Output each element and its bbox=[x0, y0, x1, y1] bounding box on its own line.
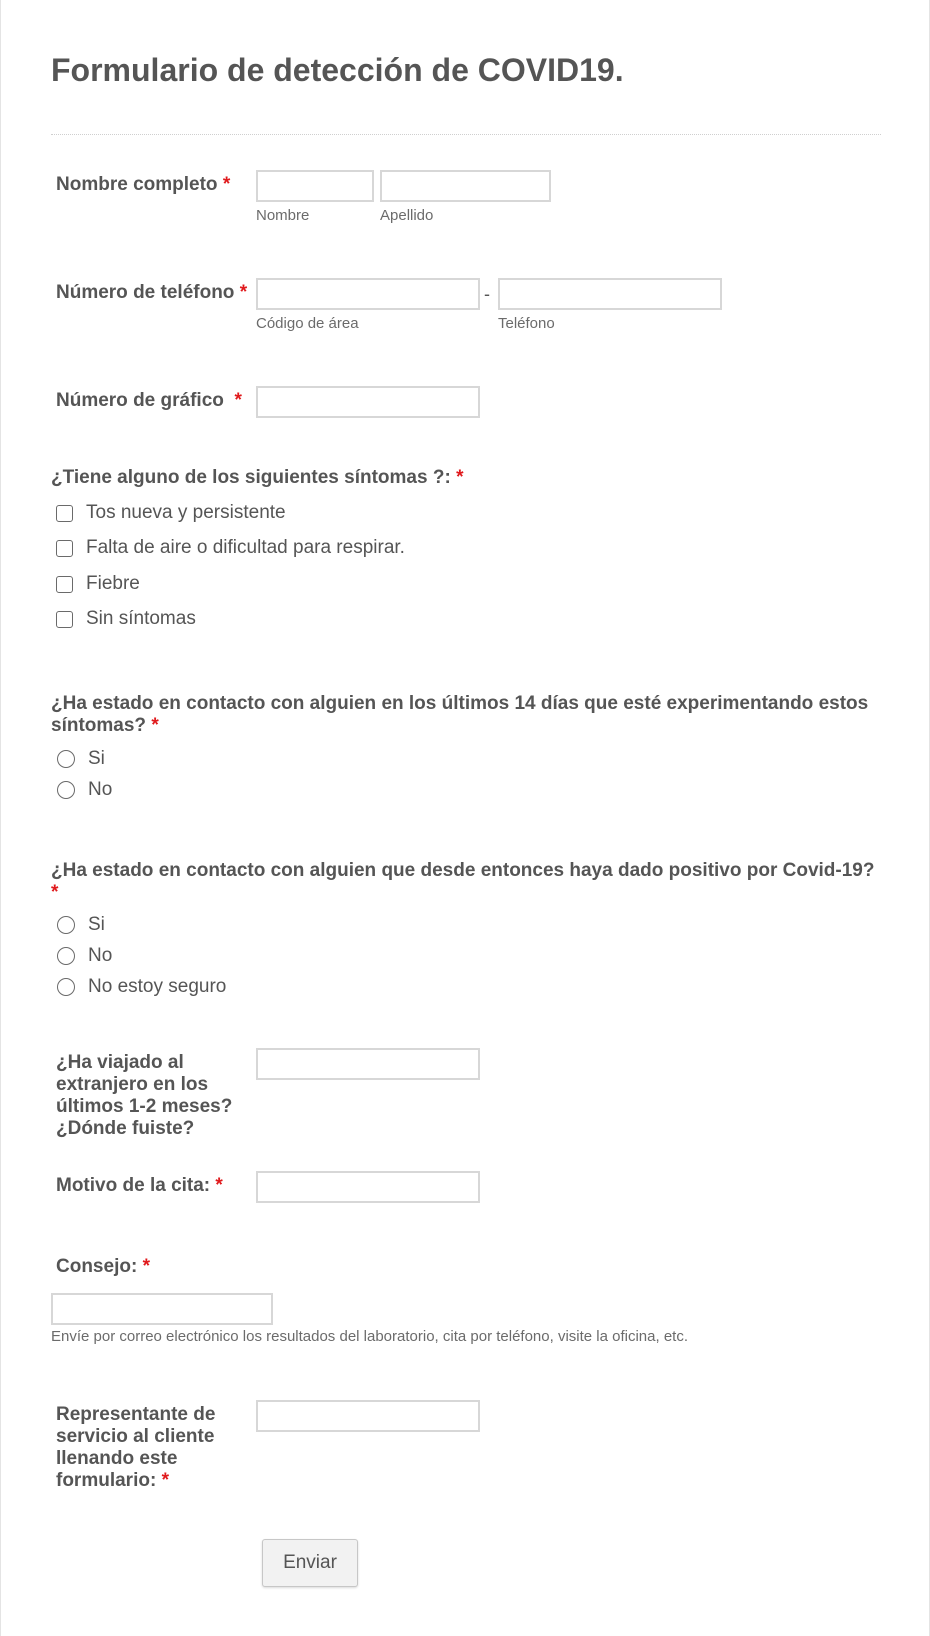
radio[interactable] bbox=[57, 916, 75, 934]
symptom-option[interactable] bbox=[56, 537, 405, 559]
contact-positive-option[interactable] bbox=[56, 914, 105, 936]
contact-positive-label-text: ¿Ha estado en contacto con alguien que desde entonces haya dado positivo por Covid-19? bbox=[51, 860, 875, 881]
radio[interactable] bbox=[57, 750, 75, 768]
full-name-label bbox=[56, 174, 230, 196]
travel-label bbox=[56, 1052, 241, 1140]
first-name-input[interactable] bbox=[256, 170, 374, 202]
checkbox[interactable] bbox=[56, 576, 73, 593]
contact-positive-option[interactable] bbox=[56, 976, 226, 998]
symptom-option[interactable] bbox=[56, 573, 140, 595]
area-code-sublabel: Código de área bbox=[256, 315, 359, 332]
symptoms-label bbox=[51, 467, 463, 489]
symptom-option-label: Sin síntomas bbox=[86, 608, 196, 629]
advice-hint: Envíe por correo electrónico los resultados del laboratorio, cita por teléfono, visite la oficina, etc. bbox=[51, 1328, 689, 1345]
required-marker: * bbox=[51, 882, 59, 903]
contact-positive-option-label: Si bbox=[88, 914, 105, 935]
required-marker: * bbox=[222, 174, 231, 195]
contact-positive-option-label: No estoy seguro bbox=[88, 976, 227, 997]
area-code-input[interactable] bbox=[256, 278, 480, 310]
advice-label bbox=[56, 1256, 150, 1278]
required-marker: * bbox=[234, 390, 242, 411]
submit-button[interactable]: Enviar bbox=[262, 1539, 358, 1587]
contact-symptoms-label bbox=[51, 693, 881, 737]
phone-label-text: Número de teléfono bbox=[56, 282, 235, 303]
symptom-option[interactable] bbox=[56, 608, 196, 630]
reason-input[interactable] bbox=[256, 1171, 480, 1203]
phone-number-sublabel: Teléfono bbox=[498, 315, 555, 332]
advice-label-text: Consejo: bbox=[56, 1256, 138, 1277]
reason-label-text: Motivo de la cita: bbox=[56, 1175, 211, 1196]
contact-symptoms-option[interactable] bbox=[56, 779, 112, 801]
required-marker: * bbox=[161, 1470, 169, 1491]
required-marker: * bbox=[239, 282, 248, 303]
reason-label bbox=[56, 1175, 223, 1197]
representative-label-text: Representante de servicio al cliente llenando este formulario: bbox=[56, 1404, 216, 1491]
representative-label bbox=[56, 1404, 241, 1492]
travel-input[interactable] bbox=[256, 1048, 480, 1080]
phone-label bbox=[56, 282, 247, 304]
required-marker: * bbox=[142, 1256, 150, 1277]
contact-symptoms-label-text: ¿Ha estado en contacto con alguien en los últimos 14 días que esté experimentando estos síntomas? bbox=[51, 693, 869, 736]
symptom-option-label: Falta de aire o dificultad para respirar. bbox=[86, 537, 405, 558]
representative-input[interactable] bbox=[256, 1400, 480, 1432]
chart-number-label bbox=[56, 390, 242, 412]
phone-separator: - bbox=[484, 284, 490, 304]
checkbox[interactable] bbox=[56, 505, 73, 522]
checkbox[interactable] bbox=[56, 611, 73, 628]
required-marker: * bbox=[215, 1175, 223, 1196]
phone-number-input[interactable] bbox=[498, 278, 722, 310]
contact-symptoms-option[interactable] bbox=[56, 748, 105, 770]
travel-label-text: ¿Ha viajado al extranjero en los últimos 1-2 meses? ¿Dónde fuiste? bbox=[56, 1052, 233, 1139]
full-name-label-text: Nombre completo bbox=[56, 174, 218, 195]
chart-number-input[interactable] bbox=[256, 386, 480, 418]
checkbox[interactable] bbox=[56, 540, 73, 557]
contact-positive-option[interactable] bbox=[56, 945, 112, 967]
contact-positive-label bbox=[51, 860, 881, 904]
contact-symptoms-option-label: No bbox=[88, 779, 113, 800]
symptom-option-label: Tos nueva y persistente bbox=[86, 502, 286, 523]
required-marker: * bbox=[456, 467, 464, 488]
symptom-option-label: Fiebre bbox=[86, 573, 140, 594]
last-name-input[interactable] bbox=[380, 170, 551, 202]
chart-number-label-text: Número de gráfico bbox=[56, 390, 224, 411]
last-name-sublabel: Apellido bbox=[380, 207, 434, 224]
radio[interactable] bbox=[57, 978, 75, 996]
radio[interactable] bbox=[57, 781, 75, 799]
title-divider bbox=[51, 134, 881, 135]
symptoms-label-text: ¿Tiene alguno de los siguientes síntomas ?: bbox=[51, 467, 451, 488]
symptom-option[interactable] bbox=[56, 502, 286, 524]
first-name-sublabel: Nombre bbox=[256, 207, 310, 224]
contact-symptoms-option-label: Si bbox=[88, 748, 105, 769]
form-title: Formulario de detección de COVID19. bbox=[51, 52, 624, 88]
radio[interactable] bbox=[57, 947, 75, 965]
required-marker: * bbox=[151, 715, 159, 736]
contact-positive-option-label: No bbox=[88, 945, 113, 966]
advice-input[interactable] bbox=[51, 1293, 273, 1325]
